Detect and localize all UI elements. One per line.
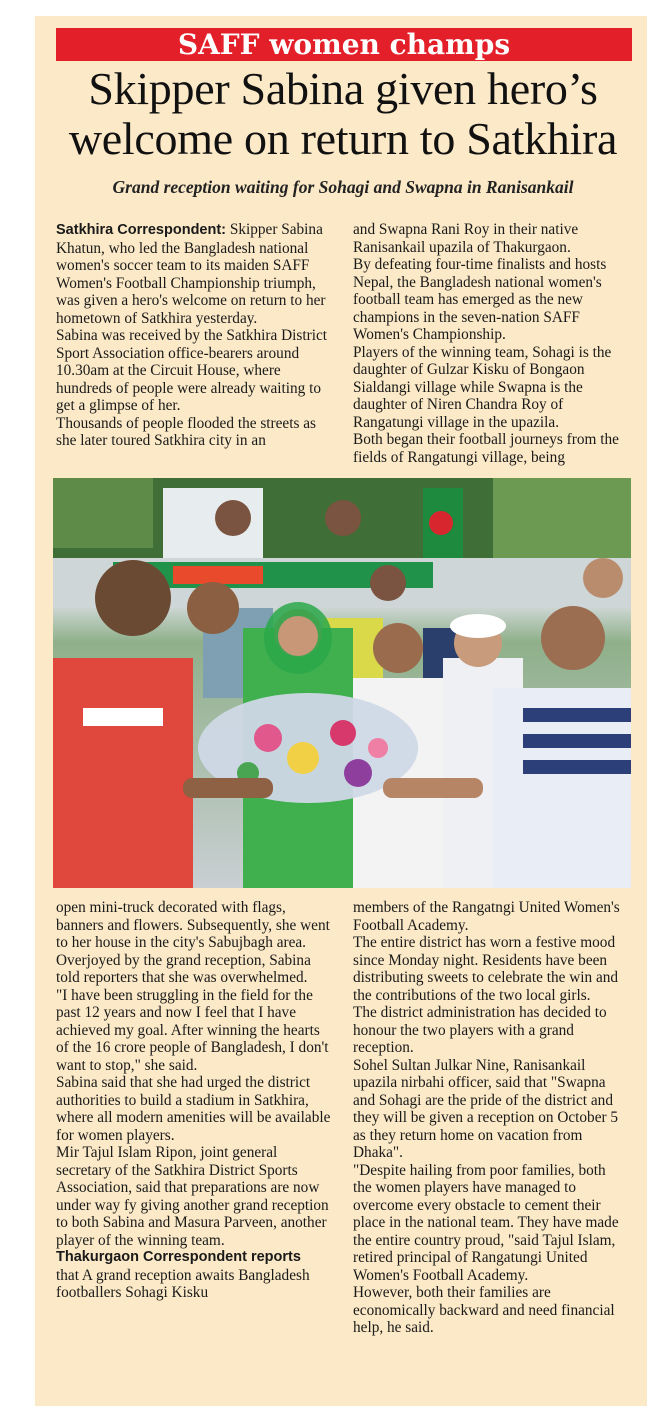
column-2 xyxy=(353,221,628,466)
headline: Skipper Sabina given hero’s welcome on return to Satkhira xyxy=(68,63,618,164)
news-photo xyxy=(53,478,631,888)
paragraph: "I have been struggling in the field for the past 12 years and now I feel that I have achieved my goal. After winning the hearts of the 16 crore people of Bangladesh, I don't want to stop," she said. xyxy=(56,986,329,1074)
paragraph: The entire district has worn a festive mood since Monday night. Residents have been distributing sweets to celebrate the win and the contributions of the two local girls. xyxy=(353,934,619,1004)
paragraph: and Swapna Rani Roy in their native Ranisankail upazila of Thakurgaon. xyxy=(353,221,579,256)
paragraph: The district administration has decided to honour the two players with a grand reception. xyxy=(353,1004,607,1056)
paragraph: open mini-truck decorated with flags, banners and flowers. Subsequently, she went to her house in the city's Sabujbagh area. xyxy=(56,899,330,951)
column-3 xyxy=(56,899,331,1302)
paragraph: members of the Rangatngi United Women's Football Academy. xyxy=(353,899,620,934)
paragraph: "Despite hailing from poor families, both the women players have managed to overcome every obstacle to cement their place in the national team. They have made the entire country proud, "said Tajul Islam, retired principal of Rangatungi United Women's Football Academy. xyxy=(353,1161,619,1284)
subhead: Thakurgaon Correspondent reports xyxy=(56,1249,301,1265)
paragraph: Sabina said that she had urged the district authorities to build a stadium in Satkhira, where all modern amenities will be available for women players. xyxy=(56,1074,331,1144)
section-kicker: SAFF women champs xyxy=(56,28,632,61)
newspaper-clipping xyxy=(35,16,647,1406)
paragraph: Thousands of people flooded the streets as she later toured Satkhira city in an xyxy=(56,414,316,449)
photo-illustration xyxy=(53,478,631,888)
paragraph: By defeating four-time finalists and hosts Nepal, the Bangladesh national women's football team has emerged as the new champions in the seven-nation SAFF Women's Championship. xyxy=(353,256,607,343)
paragraph xyxy=(56,221,331,327)
column-4 xyxy=(353,899,628,1337)
paragraph: Mir Tajul Islam Ripon, joint general secretary of the Satkhira District Sports Association, said that preparations are now under way fy giving another grand reception to both Sabina and Masura Parveen, another player of the winning team. xyxy=(56,1144,329,1249)
paragraph xyxy=(56,1249,331,1302)
paragraph-text: Skipper Sabina Khatun, who led the Bangladesh national women's soccer team to its maiden SAFF Women's Football Championship triumph, was given a hero's welcome on return to her hometown of Satkhira yesterday. xyxy=(56,221,326,327)
column-1 xyxy=(56,221,331,450)
paragraph: Players of the winning team, Sohagi is the daughter of Gulzar Kisku of Bongaon Sialdangi village while Swapna is the daughter of Niren Chandra Roy of Rangatungi village in the upazila. xyxy=(353,343,612,431)
paragraph: Sohel Sultan Julkar Nine, Ranisankail upazila nirbahi officer, said that "Swapna and Sohagi are the pride of the district and they will be given a reception on October 5 as they return home on vacation from Dhaka". xyxy=(353,1056,619,1161)
byline: Satkhira Correspondent: xyxy=(56,222,226,238)
paragraph: Sabina was received by the Satkhira District Sport Association office-bearers around 10.30am at the Circuit House, where hundreds of people were already waiting to get a glimpse of her. xyxy=(56,327,328,414)
paragraph: Overjoyed by the grand reception, Sabina told reporters that she was overwhelmed. xyxy=(56,951,311,986)
subheadline: Grand reception waiting for Sohagi and Swapna in Ranisankail xyxy=(112,177,574,197)
paragraph: However, both their families are economically backward and need financial help, he said. xyxy=(353,1284,615,1336)
paragraph: Both began their football journeys from the fields of Rangatungi village, being xyxy=(353,431,619,466)
paragraph-text: that A grand reception awaits Bangladesh footballers Sohagi Kisku xyxy=(56,1266,310,1301)
